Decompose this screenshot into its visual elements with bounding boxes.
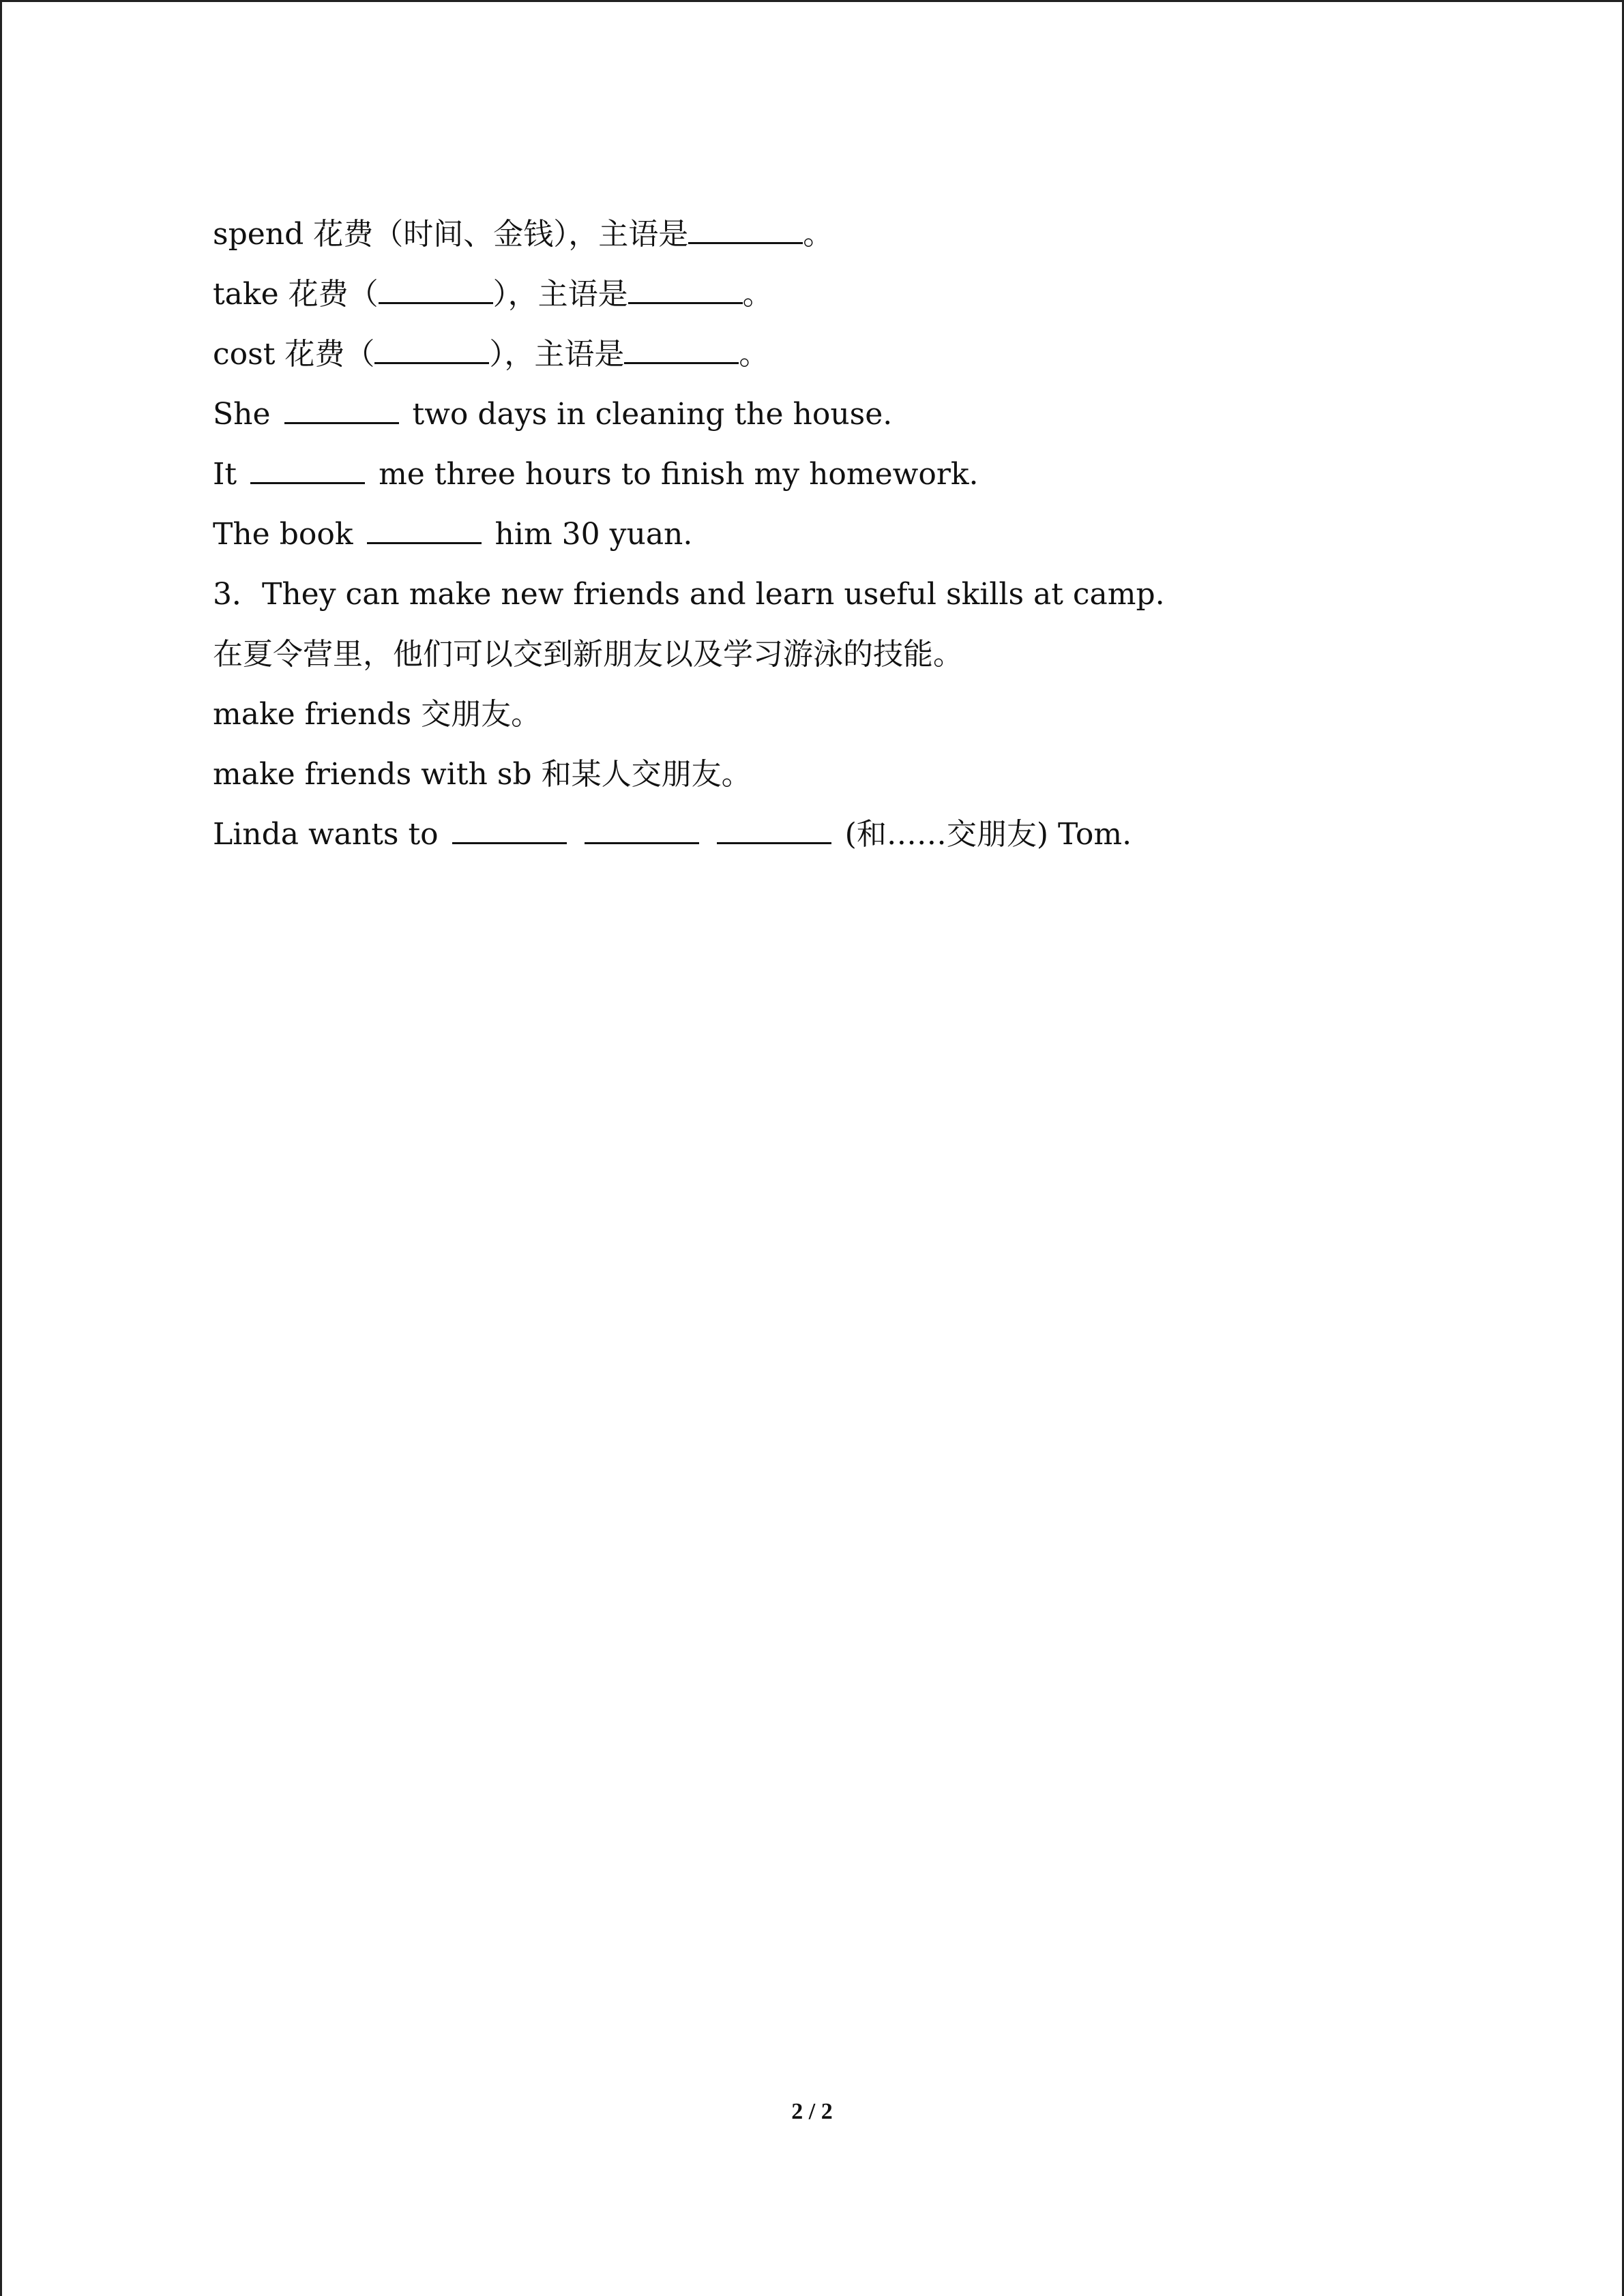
line-make-friends-with: make friends with sb 和某人交朋友。 [213,757,752,792]
line-translation: 在夏令营里，他们可以交到新朋友以及学习游泳的技能。 [213,637,963,672]
line-spend: spend 花费（时间、金钱），主语是 。 [213,205,1509,265]
line-take: take 花费（ ），主语是 。 [213,265,1509,325]
answer-blank[interactable] [452,815,567,844]
answer-blank[interactable] [628,275,743,304]
page-number: 2 / 2 [791,2099,833,2124]
answer-blank[interactable] [717,815,831,844]
answer-blank[interactable] [585,815,699,844]
answer-blank[interactable] [250,455,365,484]
line-it: It me three hours to finish my homework. [213,445,1509,505]
line-cost: cost 花费（ ），主语是 。 [213,325,1509,385]
line-the-book: The book him 30 yuan. [213,505,1509,565]
answer-blank[interactable] [379,275,493,304]
document-body [213,205,1509,865]
line-make-friends: make friends 交朋友。 [213,697,542,732]
answer-blank[interactable] [367,515,482,544]
answer-blank[interactable] [374,335,489,364]
line-she: She two days in cleaning the house. [213,385,1509,445]
answer-blank[interactable] [688,215,803,244]
answer-blank[interactable] [624,335,739,364]
line-linda: Linda wants to (和……交朋友) Tom. [213,805,1509,865]
line-item-3: 3．They can make new friends and learn useful skills at camp. [213,577,1165,612]
answer-blank[interactable] [284,395,399,424]
